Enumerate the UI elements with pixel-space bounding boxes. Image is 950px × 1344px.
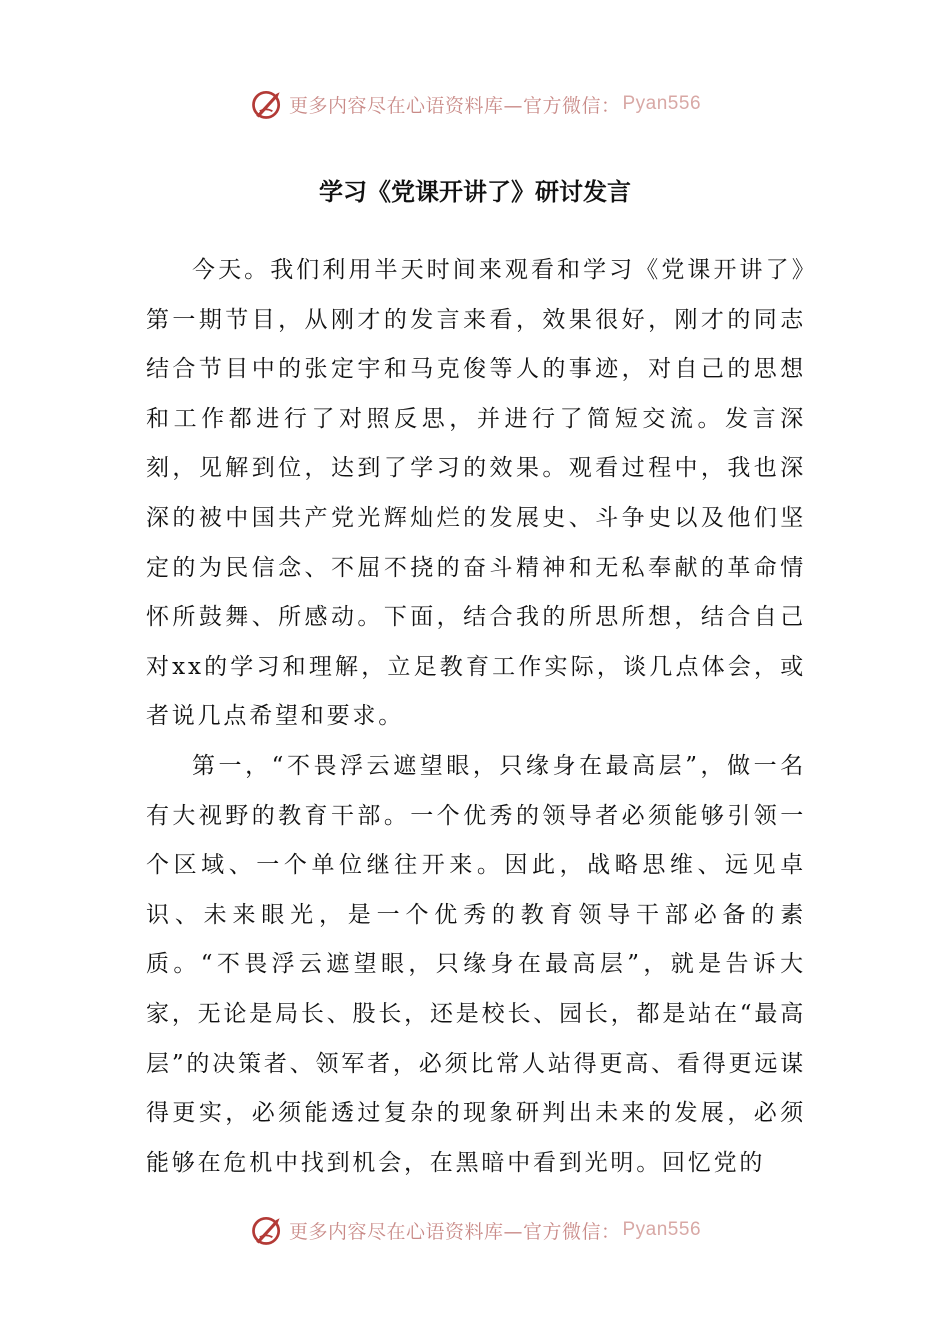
- watermark-wechat-id: Pyan556: [622, 93, 702, 114]
- pen-circle-logo-icon: [249, 1212, 285, 1248]
- paragraph: 今天。我们利用半天时间来观看和学习《党课开讲了》第一期节目，从刚才的发言来看，效果很好，刚才的同志结合节目中的张定宇和马克俊等人的事迹，对自己的思想和工作都进行了对照反思，并进行了简短交流。发言深刻，见解到位，达到了学习的效果。观看过程中，我也深深的被中国共产党光辉灿烂的发展史、斗争史以及他们坚定的为民信念、不屈不挠的奋斗精神和无私奉献的革命情怀所鼓舞、所感动。下面，结合我的所思所想，结合自己对xx的学习和理解，立足教育工作实际，谈几点体会，或者说几点希望和要求。: [146, 257, 806, 730]
- watermark-text: 更多内容尽在心语资料库—官方微信：: [288, 1220, 621, 1243]
- watermark-text: 更多内容尽在心语资料库—官方微信：: [288, 94, 621, 117]
- header-watermark: [0, 84, 950, 124]
- footer-watermark: [0, 1210, 950, 1250]
- pen-circle-logo-icon: [249, 86, 285, 122]
- paragraph: 第一，“不畏浮云遮望眼，只缘身在最高层”，做一名有大视野的教育干部。一个优秀的领导者必须能够引领一个区域、一个单位继往开来。因此，战略思维、远见卓识、未来眼光，是一个优秀的教育领导干部必备的素质。“不畏浮云遮望眼，只缘身在最高层”，就是告诉大家，无论是局长、股长，还是校长、园长，都是站在“最高层”的决策者、领军者，必须比常人站得更高、看得更远谋得更实，必须能透过复杂的现象研判出未来的发展，必须能够在危机中找到机会，在黑暗中看到光明。回忆党的: [146, 752, 806, 1176]
- watermark-wechat-id: Pyan556: [622, 1219, 702, 1240]
- document-title: 学习《党课开讲了》研讨发言: [319, 178, 631, 206]
- document-body: [146, 246, 806, 1188]
